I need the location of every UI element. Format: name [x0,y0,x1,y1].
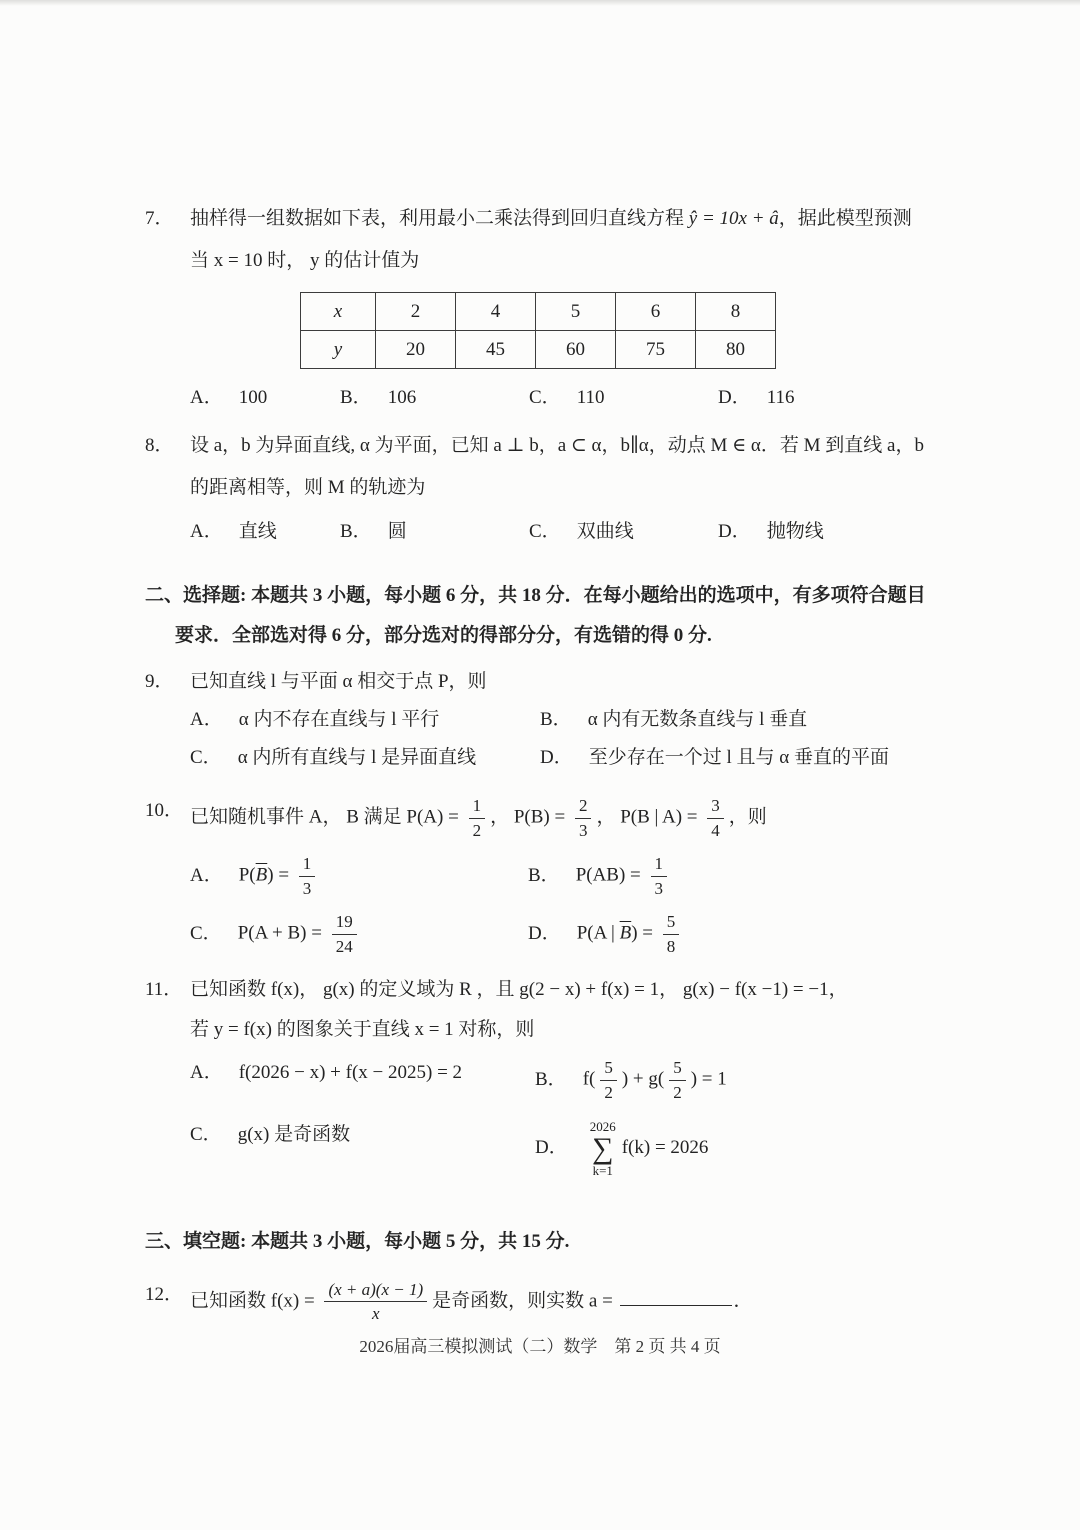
question-number: 7． [145,208,174,229]
question-body [190,667,932,773]
numerator: 5 [663,912,680,935]
question-number: 9． [145,671,174,692]
q7-options [190,383,932,413]
option-b [535,1053,932,1107]
question-body [190,431,932,547]
question-text-line-1 [190,204,932,234]
table-cell: x [301,293,376,331]
q9-options-row-1 [190,705,932,735]
option-text: 圆 [387,521,407,542]
option-d [718,383,932,413]
option-text: 116 [766,387,795,408]
question-8 [145,431,932,547]
option-b [340,383,529,413]
numerator: 1 [299,854,316,877]
denominator: 3 [654,878,664,898]
option-label: B． [340,521,372,542]
complement-bar: $\overline{B}$ [255,864,268,886]
fraction [669,1058,686,1102]
question-text-line-1: 设 a，b 为异面直线, α 为平面，已知 a ⊥ b，a ⊂ α，b∥α，动点 M ∈ α．若 M 到直线 a，b [190,435,924,456]
option-c [190,907,528,961]
table-row-y [301,331,776,369]
regression-equation: ŷ = 10x + â [688,208,779,229]
denominator: 8 [666,936,676,956]
formula-text: P( [238,864,256,886]
option-label: B． [340,387,372,408]
formula-text: ) + g( [621,1068,665,1090]
formula-text: ) = [267,864,294,886]
option-c [190,1115,535,1182]
option-text: 抛物线 [766,521,824,542]
question-body [190,791,932,961]
table-cell: 45 [456,331,536,369]
table-cell: 6 [616,293,696,331]
section-2-header [145,581,932,651]
text-run: 已知函数 f(x) = [190,1290,320,1312]
text-run: 抽样得一组数据如下表，利用最小二乘法得到回归直线方程 [190,208,689,229]
denominator: 4 [711,820,720,840]
numerator: 1 [651,854,668,877]
option-label: C． [190,747,222,768]
formula-text: f(2026 − x) + f(x − 2025) = 2 [238,1062,463,1084]
answer-blank [620,1287,732,1306]
fraction [575,796,592,840]
denominator: 3 [578,820,588,840]
option-label: C． [190,1124,222,1146]
question-number: 8． [145,435,174,456]
question-text-line-2: 若 y = f(x) 的图象关于直线 x = 1 对称，则 [190,1019,535,1041]
formula-text: f(k) = 2026 [621,1137,709,1159]
fraction [707,796,724,840]
formula-text: P(AB) = [575,864,646,886]
numerator: 1 [469,796,486,819]
table-cell: 60 [536,331,616,369]
option-label: D． [535,1137,568,1159]
question-number: 12． [145,1283,184,1305]
option-d [535,1115,932,1182]
option-d [718,517,932,547]
option-label: B． [528,864,560,886]
question-text-line-2: 当 x = 10 时， y 的估计值为 [190,250,420,271]
text-run: ， P(B | A) = [596,806,703,828]
table-cell: 5 [536,293,616,331]
q10-options-row-2 [190,907,932,961]
q10-options-row-1 [190,849,932,903]
table-cell: 2 [376,293,456,331]
text-run: ． [733,1290,753,1312]
text-run: ，据此模型预测 [778,208,912,229]
option-d [528,907,932,961]
option-label: C． [190,922,222,944]
option-label: A． [190,521,223,542]
question-text-line-2: 的距离相等，则 M 的轨迹为 [190,477,426,498]
numerator: 5 [669,1058,686,1081]
option-text: 双曲线 [576,521,634,542]
question-7 [145,204,932,413]
fraction [651,854,668,898]
sigma-symbol: ∑ [592,1132,614,1166]
question-body [190,1275,932,1329]
denominator: 2 [604,1082,613,1102]
numerator: 5 [600,1058,617,1081]
formula-text: ) = 1 [690,1068,727,1090]
option-label: D． [528,922,561,944]
formula-text: f( [582,1068,596,1090]
section-header-line-1: 二、选择题: 本题共 3 小题，每小题 6 分，共 18 分．在每小题给出的选项中，有多项符合题目 [145,585,926,606]
option-a [190,383,340,413]
text-run: 是奇函数，则实数 a = [432,1290,618,1312]
question-number: 10． [145,800,184,821]
question-text: 已知直线 l 与平面 α 相交于点 P，则 [190,671,487,692]
fraction [469,796,486,840]
numerator: 3 [707,796,724,819]
option-a [190,1053,535,1107]
option-a [190,517,340,547]
option-text: 110 [576,387,605,408]
option-label: B． [540,709,572,730]
option-label: B． [535,1068,567,1090]
text-run: ， P(B) = [490,806,570,828]
option-text: α 内有无数条直线与 l 垂直 [587,709,808,730]
option-b [528,849,932,903]
question-12 [145,1275,932,1329]
option-text: 至少存在一个过 l 且与 α 垂直的平面 [588,747,889,768]
option-a [190,849,528,903]
denominator: 24 [335,936,353,956]
summation-notation [590,1120,616,1177]
option-b [340,517,529,547]
option-c [529,517,718,547]
sum-upper-limit: 2026 [589,1119,616,1135]
question-text [190,1275,932,1329]
section-header-line-1: 三、填空题: 本题共 3 小题，每小题 5 分，共 15 分. [145,1230,570,1252]
option-text: α 内所有直线与 l 是异面直线 [237,747,477,768]
table-cell: 75 [616,331,696,369]
option-text: 106 [387,387,417,408]
section-header-line-2: 要求．全部选对得 6 分，部分选对的得部分分，有选错的得 0 分. [175,625,712,646]
fraction [332,912,357,956]
page-content [145,196,932,1329]
option-text: g(x) 是奇函数 [237,1124,351,1146]
question-9 [145,667,932,773]
footer-text: 2026届高三模拟测试（二）数学 第 2 页 共 4 页 [359,1337,721,1356]
option-label: A． [190,387,223,408]
option-a [190,705,540,735]
option-label: C． [529,521,561,542]
numerator: 19 [332,912,357,935]
fraction [299,854,316,898]
option-d [540,743,932,773]
formula-text: ) = [631,922,658,944]
sum-lower-limit: k=1 [592,1163,613,1179]
text-run: ，则 [728,806,767,828]
table-cell: 8 [696,293,776,331]
page-footer [0,1332,1080,1357]
q11-options-row-1 [190,1053,932,1107]
option-label: D． [718,387,751,408]
denominator: x [372,1304,380,1324]
option-text: α 内不存在直线与 l 平行 [238,709,440,730]
table-row-x [301,293,776,331]
question-text-line-1: 已知函数 f(x)， g(x) 的定义域为 R ，且 g(2 − x) + f(x) = 1， g(x) − f(x −1) = −1， [190,979,848,1001]
table-cell: y [301,331,376,369]
formula-text: P(A | [576,922,620,944]
fraction [324,1280,427,1324]
question-11 [145,975,932,1182]
option-label: D． [718,521,751,542]
table-cell: 80 [696,331,776,369]
question-number: 11． [145,979,183,1001]
section-3-header [145,1227,932,1257]
complement-bar: $\overline{B}$ [619,922,632,944]
question-text [190,791,932,845]
table-cell: 4 [456,293,536,331]
fraction [663,912,680,956]
denominator: 2 [673,1082,682,1102]
option-c [529,383,718,413]
option-label: A． [190,709,223,730]
option-label: C． [529,387,561,408]
option-label: A． [190,864,223,886]
denominator: 2 [472,820,482,840]
question-10 [145,791,932,961]
question-body [190,975,932,1182]
table-cell: 20 [376,331,456,369]
q9-options-row-2 [190,743,932,773]
option-label: A． [190,1062,223,1084]
q8-options [190,517,932,547]
text-run: 已知随机事件 A， B 满足 P(A) = [190,806,464,828]
question-body [190,204,932,413]
numerator: 2 [575,796,592,819]
option-text: 直线 [238,521,277,542]
formula-text: P(A + B) = [237,922,327,944]
option-label: D． [540,747,573,768]
option-text: 100 [238,387,268,408]
option-c [190,743,540,773]
fraction [600,1058,617,1102]
numerator: (x + a)(x − 1) [324,1280,427,1303]
option-b [540,705,932,735]
q7-data-table [300,292,776,369]
denominator: 3 [302,878,312,898]
q11-options-row-2 [190,1115,932,1182]
